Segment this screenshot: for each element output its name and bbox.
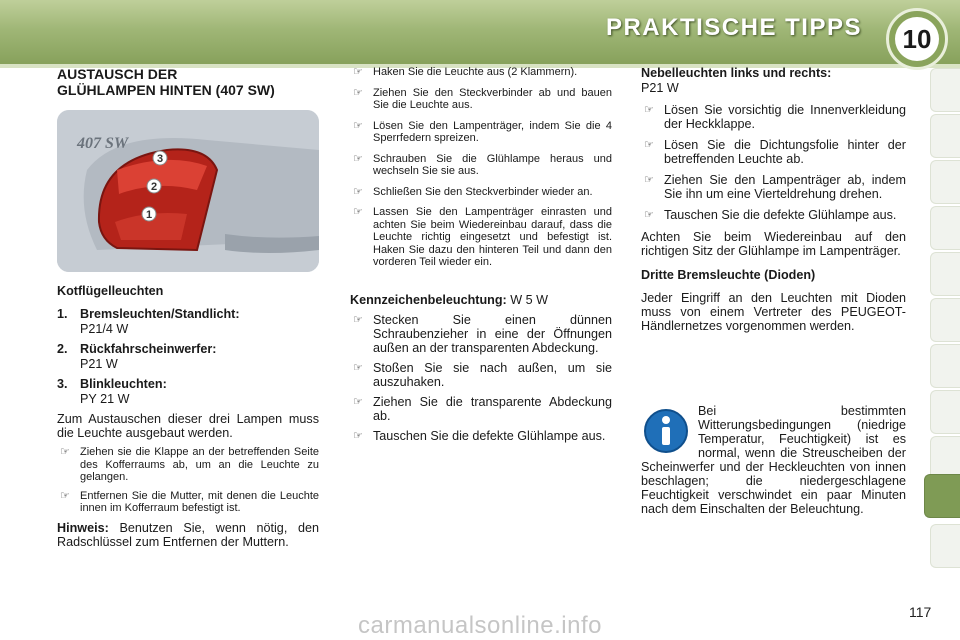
model-badge-label: 407 SW	[77, 135, 129, 152]
step-item: ☞ Lassen Sie den Lampenträger einrasten und achten Sie beim Wiedereinbau darauf, dass die Leuchte richtig eingesetzt und befestigt ist. Haken Sie dazu den hinteren Teil und dann den vorderen Teil wieder ein.	[353, 206, 612, 268]
callout-1: 1	[145, 209, 153, 221]
info-box	[641, 404, 906, 516]
step-item: ☞ Lösen Sie die Dichtungsfolie hinter der betreffenden Leuchte ab.	[644, 138, 906, 166]
chapter-tab-1[interactable]	[930, 68, 960, 112]
pointing-hand-icon: ☞	[353, 185, 363, 198]
chapter-tab-11[interactable]	[930, 524, 960, 568]
chapter-tab-2[interactable]	[930, 114, 960, 158]
column-left-lower	[57, 284, 319, 549]
step-item: ☞ Tauschen Sie die defekte Glühlampe aus.	[644, 208, 897, 222]
step-item: ☞ Schließen Sie den Steckverbinder wieder an.	[353, 185, 593, 198]
step-item: ☞ Ziehen Sie den Steckverbinder ab und bauen Sie die Leuchte aus.	[353, 86, 612, 111]
pointing-hand-icon: ☞	[353, 66, 363, 78]
chapter-tabs	[926, 66, 960, 576]
pointing-hand-icon: ☞	[353, 395, 363, 408]
pointing-hand-icon: ☞	[353, 361, 363, 374]
bulb-item-3: 3. Blinkleuchten: PY 21 W	[57, 377, 167, 406]
chapter-tab-8[interactable]	[930, 390, 960, 434]
watermark: carmanualsonline.info	[358, 612, 602, 639]
subtitle-fender-lamps: Kotflügelleuchten	[57, 284, 164, 298]
column-left	[57, 66, 319, 98]
pointing-hand-icon: ☞	[353, 206, 363, 218]
pointing-hand-icon: ☞	[353, 86, 363, 99]
column-middle	[350, 66, 612, 443]
callout-2: 2	[150, 181, 158, 193]
step-item: ☞ Lösen Sie vorsichtig die Innenverkleidung der Heckklappe.	[644, 103, 906, 131]
chapter-title: PRAKTISCHE TIPPS	[605, 14, 862, 41]
fog-lamp-value: P21 W	[641, 81, 679, 95]
intro-text: Zum Austauschen dieser drei Lampen muss die Leuchte ausgebaut werden.	[57, 412, 319, 440]
pointing-hand-icon: ☞	[353, 313, 363, 326]
pointing-hand-icon: ☞	[644, 209, 654, 221]
pointing-hand-icon: ☞	[60, 446, 70, 458]
info-icon-spacer	[641, 404, 698, 460]
step-item: ☞ Haken Sie die Leuchte aus (2 Klammern).	[353, 66, 578, 78]
chapter-number: 10	[895, 17, 939, 61]
chapter-tab-10-active[interactable]	[924, 474, 960, 518]
column-right	[641, 66, 906, 333]
chapter-tab-6[interactable]	[930, 298, 960, 342]
step-item: ☞ Ziehen sie die Klappe an der betreffenden Seite des Kofferraums ab, um an die Leuchte zu gelangen.	[60, 446, 319, 483]
step-item: ☞ Ziehen Sie den Lampenträger ab, indem Sie ihn um eine Vierteldrehung drehen.	[644, 173, 906, 201]
fog-lamp-refit-note: Achten Sie beim Wiedereinbau auf den richtigen Sitz der Glühlampe im Lampenträger.	[641, 230, 906, 258]
rear-lamp-drawing	[57, 110, 319, 272]
note-text: Hinweis: Benutzen Sie, wenn nötig, den Radschlüssel zum Entfernen der Muttern.	[57, 520, 319, 549]
pointing-hand-icon: ☞	[644, 174, 654, 186]
pointing-hand-icon: ☞	[644, 104, 654, 116]
callout-3: 3	[156, 153, 164, 165]
pointing-hand-icon: ☞	[353, 152, 363, 165]
step-item: ☞ Entfernen Sie die Mutter, mit denen die Leuchte innen im Kofferraum befestigt ist.	[60, 489, 319, 514]
chapter-number-badge	[886, 8, 948, 70]
chapter-tab-3[interactable]	[930, 160, 960, 204]
pointing-hand-icon: ☞	[353, 429, 363, 442]
step-item: ☞ Ziehen Sie die transparente Abdeckung ab.	[353, 394, 612, 423]
pointing-hand-icon: ☞	[644, 139, 654, 151]
step-item: ☞ Lösen Sie den Lampenträger, indem Sie die 4 Sperrfedern spreizen.	[353, 119, 612, 144]
step-item: ☞ Stecken Sie einen dünnen Schraubenzieher in eine der Öffnungen außen an der transparenten Abdeckung.	[353, 312, 612, 355]
pointing-hand-icon: ☞	[353, 119, 363, 132]
fog-lamp-title: Nebelleuchten links und rechts:	[641, 66, 832, 80]
chapter-tab-4[interactable]	[930, 206, 960, 250]
step-item: ☞ Stoßen Sie sie nach außen, um sie auszuhaken.	[353, 360, 612, 389]
third-brake-lamp-title: Dritte Bremsleuchte (Dioden)	[641, 268, 816, 282]
bulb-item-1: 1. Bremsleuchten/Standlicht: P21/4 W	[57, 307, 240, 336]
chapter-tab-7[interactable]	[930, 344, 960, 388]
pointing-hand-icon: ☞	[60, 489, 70, 502]
info-text: Bei bestimmten Witterungsbedingungen (niedrige Temperatur, Feuchtigkeit) ist es normal, wenn die Streuscheiben der Scheinwerfer und der Heckleuchten von innen beschlagen; die niedergeschlagene Feuchtigkeit verschwindet ein paar Minuten nach dem Einschalten der Beleuchtung.	[641, 404, 906, 516]
page-number: 117	[909, 604, 932, 620]
third-brake-lamp-text: Jeder Eingriff an den Leuchten mit Dioden muss von einem Vertreter des PEUGEOT-Händlernetzes vorgenommen werden.	[641, 291, 906, 333]
rear-lamp-illustration	[57, 110, 319, 272]
plate-lamp-title: Kennzeichenbeleuchtung: W 5 W	[350, 292, 549, 307]
bulb-item-2: 2. Rückfahrscheinwerfer: P21 W	[57, 342, 217, 371]
chapter-tab-5[interactable]	[930, 252, 960, 296]
section-title-rear-lamps: AUSTAUSCH DER GLÜHLAMPEN HINTEN (407 SW)	[57, 66, 275, 98]
step-item: ☞ Tauschen Sie die defekte Glühlampe aus.	[353, 428, 606, 443]
step-item: ☞ Schrauben Sie die Glühlampe heraus und wechseln Sie sie aus.	[353, 152, 612, 177]
